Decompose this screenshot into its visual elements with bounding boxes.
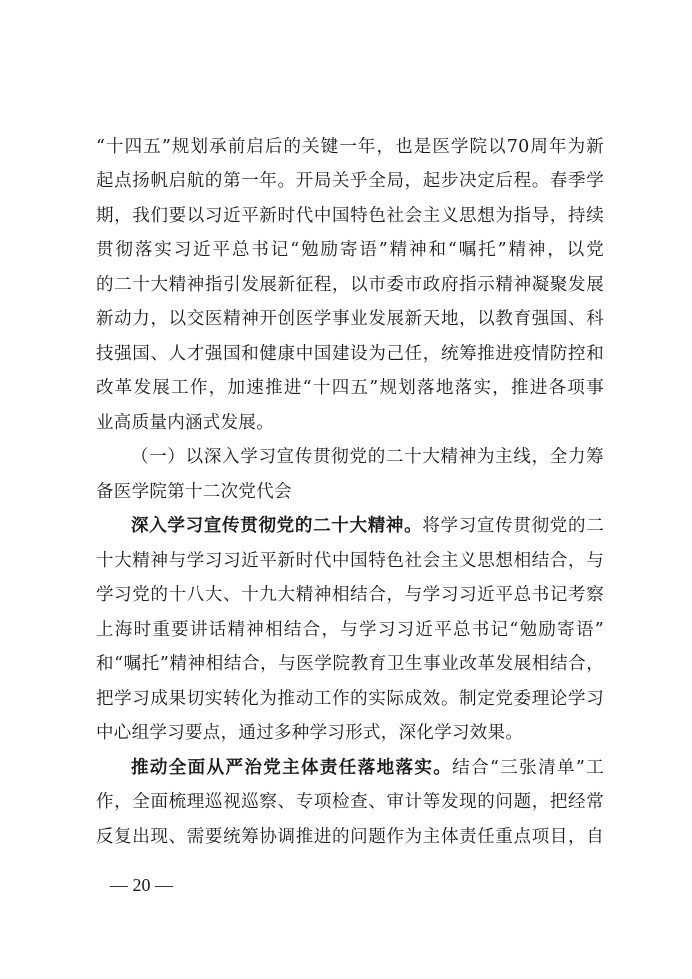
body-text: 将学习宣传贯彻党的二 [422, 516, 604, 536]
body-line [96, 613, 604, 647]
body-text: 技强国、人才强国和健康中国建设为己任，统筹推进疫情防控和 [96, 344, 604, 364]
body-line [96, 130, 604, 164]
body-line [96, 164, 604, 198]
body-line [96, 268, 604, 302]
body-text: 和“嘱托”精神相结合，与医学院教育卫生事业改革发展相结合， [96, 654, 604, 674]
body-text: 业高质量内涵式发展。 [96, 413, 274, 433]
body-text: 结合“三张清单”工 [452, 758, 604, 778]
body-text: 中心组学习要点，通过多种学习形式，深化学习效果。 [96, 723, 524, 743]
body-text: 作，全面梳理巡视巡察、专项检查、审计等发现的问题，把经常 [96, 792, 604, 812]
body-text: 学习党的十八大、十九大精神相结合，与学习习近平总书记考察 [96, 585, 604, 605]
body-line [96, 682, 604, 716]
body-line [96, 578, 604, 612]
section-heading-text: 备医学院第十二次党代会 [96, 482, 292, 502]
page-number: — 20 — [110, 875, 173, 895]
body-text: “十四五”规划承前启后的关键一年，也是医学院以70周年为新 [96, 137, 604, 157]
body-line [96, 233, 604, 267]
bold-lead-text: 推动全面从严治党主体责任落地落实。 [131, 758, 453, 778]
body-line [96, 716, 523, 750]
body-line [96, 785, 604, 819]
section-heading-line [96, 475, 292, 509]
body-line [96, 406, 274, 440]
body-text: 新动力，以交医精神开创医学事业发展新天地，以教育强国、科 [96, 309, 604, 329]
body-text: 改革发展工作，加速推进“十四五”规划落地落实，推进各项事 [96, 378, 604, 398]
body-line [96, 371, 604, 405]
body-text: 的二十大精神指引发展新征程，以市委市政府指示精神凝聚发展 [96, 275, 604, 295]
body-line [96, 544, 604, 578]
body-text: 贯彻落实习近平总书记“勉励寄语”精神和“嘱托”精神，以党 [96, 240, 604, 260]
body-line [131, 751, 604, 785]
body-line [131, 509, 604, 543]
section-heading-line [131, 440, 604, 474]
section-heading-text: （一）以深入学习宣传贯彻党的二十大精神为主线，全力筹 [131, 447, 604, 467]
body-text: 上海时重要讲话精神相结合，与学习习近平总书记“勉励寄语” [96, 620, 604, 640]
body-text: 反复出现、需要统筹协调推进的问题作为主体责任重点项目，自 [96, 827, 604, 847]
body-line [96, 337, 604, 371]
body-text: 十大精神与学习习近平新时代中国特色社会主义思想相结合，与 [96, 551, 604, 571]
body-line [96, 199, 604, 233]
bold-lead-text: 深入学习宣传贯彻党的二十大精神。 [131, 516, 423, 536]
body-text: 期，我们要以习近平新时代中国特色社会主义思想为指导，持续 [96, 206, 604, 226]
body-line [96, 647, 604, 681]
body-line [96, 302, 604, 336]
body-text: 起点扬帆启航的第一年。开局关乎全局，起步决定后程。春季学 [96, 171, 604, 191]
body-text: 把学习成果切实转化为推动工作的实际成效。制定党委理论学习 [96, 689, 604, 709]
body-line [96, 820, 604, 854]
